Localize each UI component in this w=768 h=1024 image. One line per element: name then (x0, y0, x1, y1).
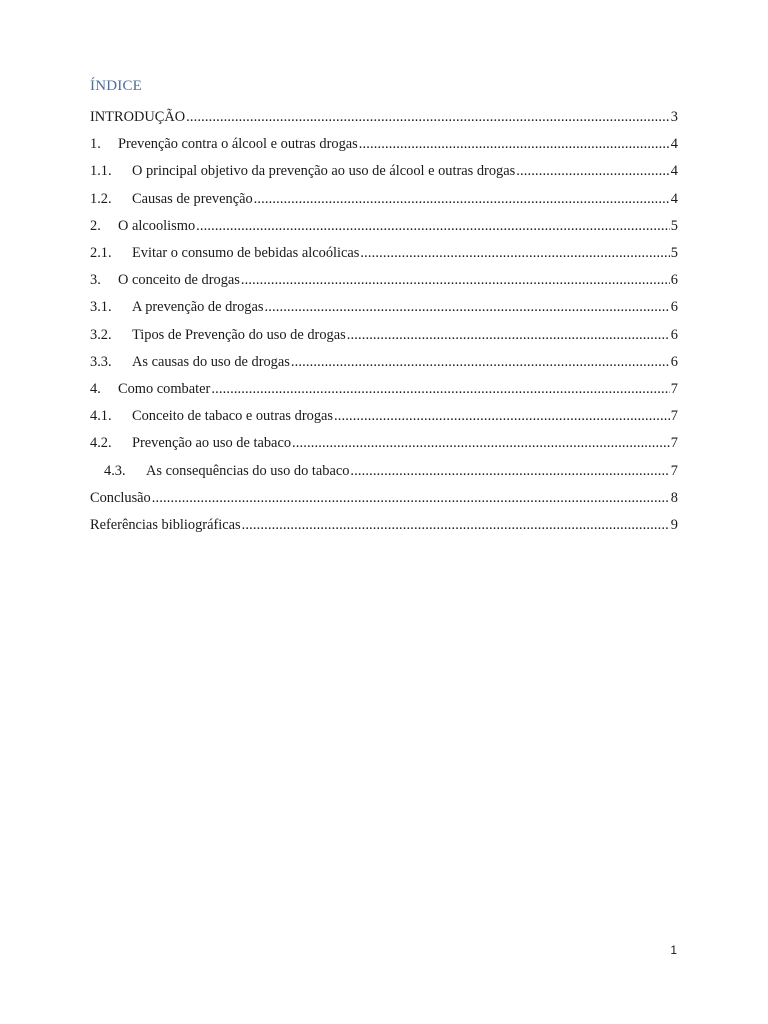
toc-entry-title: Evitar o consumo de bebidas alcoólicas (132, 245, 360, 262)
toc-entry-title: O conceito de drogas (118, 272, 240, 289)
toc-entry-page: 9 (670, 516, 678, 533)
toc-entry-2[interactable] (90, 213, 678, 240)
toc-entry-3-3[interactable] (90, 349, 678, 376)
toc-entry-3-2[interactable] (90, 322, 678, 349)
dot-leader (360, 245, 669, 262)
toc-entry-number: 2.1. (90, 245, 112, 262)
toc-entry-number: 3.1. (90, 299, 112, 316)
toc-entry-number: 1. (90, 136, 101, 153)
toc-entry-1-2[interactable] (90, 186, 678, 213)
dot-leader (186, 109, 670, 126)
toc-entry-4[interactable] (90, 376, 678, 403)
dot-leader (242, 517, 670, 534)
toc-entry-number: 4.3. (104, 462, 126, 479)
toc-entry-4-1[interactable] (90, 403, 678, 430)
page-number: 1 (670, 943, 677, 957)
toc-entry-title: A prevenção de drogas (132, 299, 264, 316)
toc-entry-page: 4 (670, 190, 678, 207)
toc-entry-title: Causas de prevenção (132, 190, 253, 207)
toc-entry-page: 4 (670, 163, 678, 180)
dot-leader (241, 272, 670, 289)
toc-entry-title: As consequências do uso do tabaco (146, 462, 350, 479)
toc-entry-number: 4.1. (90, 408, 112, 425)
toc-entry-introducao[interactable] (90, 104, 678, 131)
toc-entry-page: 7 (670, 435, 678, 452)
toc-entry-page: 7 (670, 408, 678, 425)
toc-entry-4-2[interactable] (90, 430, 678, 457)
toc-entry-number: 3.2. (90, 326, 112, 343)
toc-entry-number: 3. (90, 272, 101, 289)
toc-entry-title: Prevenção contra o álcool e outras drogas (118, 136, 358, 153)
toc-entry-number: 1.1. (90, 163, 112, 180)
toc-entry-number: 4.2. (90, 435, 112, 452)
dot-leader (152, 490, 670, 507)
toc-entry-page: 4 (670, 136, 678, 153)
toc-entry-title: O alcoolismo (118, 217, 196, 234)
toc-heading: ÍNDICE (90, 78, 143, 94)
toc-entry-page: 7 (670, 380, 678, 397)
table-of-contents (90, 104, 678, 539)
dot-leader (350, 463, 669, 480)
toc-entry-page: 7 (670, 462, 678, 479)
toc-entry-page: 5 (670, 245, 678, 262)
toc-entry-number: 1.2. (90, 190, 112, 207)
dot-leader (264, 299, 669, 316)
toc-entry-page: 8 (670, 489, 678, 506)
toc-entry-referencias[interactable] (90, 512, 678, 539)
toc-entry-number: 2. (90, 217, 101, 234)
dot-leader (347, 327, 670, 344)
toc-entry-title: As causas do uso de drogas (132, 353, 290, 370)
toc-entry-page: 6 (670, 326, 678, 343)
toc-entry-title: Conclusão (90, 489, 151, 506)
toc-entry-3[interactable] (90, 267, 678, 294)
dot-leader (254, 191, 670, 208)
toc-entry-title: Prevenção ao uso de tabaco (132, 435, 292, 452)
dot-leader (292, 435, 670, 452)
toc-entry-4-3[interactable] (90, 457, 678, 484)
dot-leader (516, 163, 670, 180)
toc-entry-3-1[interactable] (90, 294, 678, 321)
toc-entry-2-1[interactable] (90, 240, 678, 267)
toc-entry-page: 6 (670, 299, 678, 316)
toc-entry-title: O principal objetivo da prevenção ao uso de álcool e outras drogas (132, 163, 516, 180)
toc-entry-title: Tipos de Prevenção do uso de drogas (132, 326, 346, 343)
toc-entry-1[interactable] (90, 131, 678, 158)
toc-entry-title: Referências bibliográficas (90, 516, 241, 533)
toc-entry-page: 6 (670, 272, 678, 289)
dot-leader (291, 354, 670, 371)
dot-leader (359, 136, 670, 153)
toc-entry-title: Como combater (118, 380, 211, 397)
toc-entry-conclusao[interactable] (90, 485, 678, 512)
toc-entry-number: 4. (90, 380, 101, 397)
toc-entry-page: 5 (670, 217, 678, 234)
dot-leader (211, 381, 669, 398)
dot-leader (196, 218, 670, 235)
toc-entry-1-1[interactable] (90, 158, 678, 185)
dot-leader (334, 408, 670, 425)
toc-entry-page: 6 (670, 353, 678, 370)
toc-entry-page: 3 (670, 109, 678, 126)
toc-entry-title: INTRODUÇÃO (90, 109, 186, 126)
toc-entry-title: Conceito de tabaco e outras drogas (132, 408, 333, 425)
toc-entry-number: 3.3. (90, 353, 112, 370)
